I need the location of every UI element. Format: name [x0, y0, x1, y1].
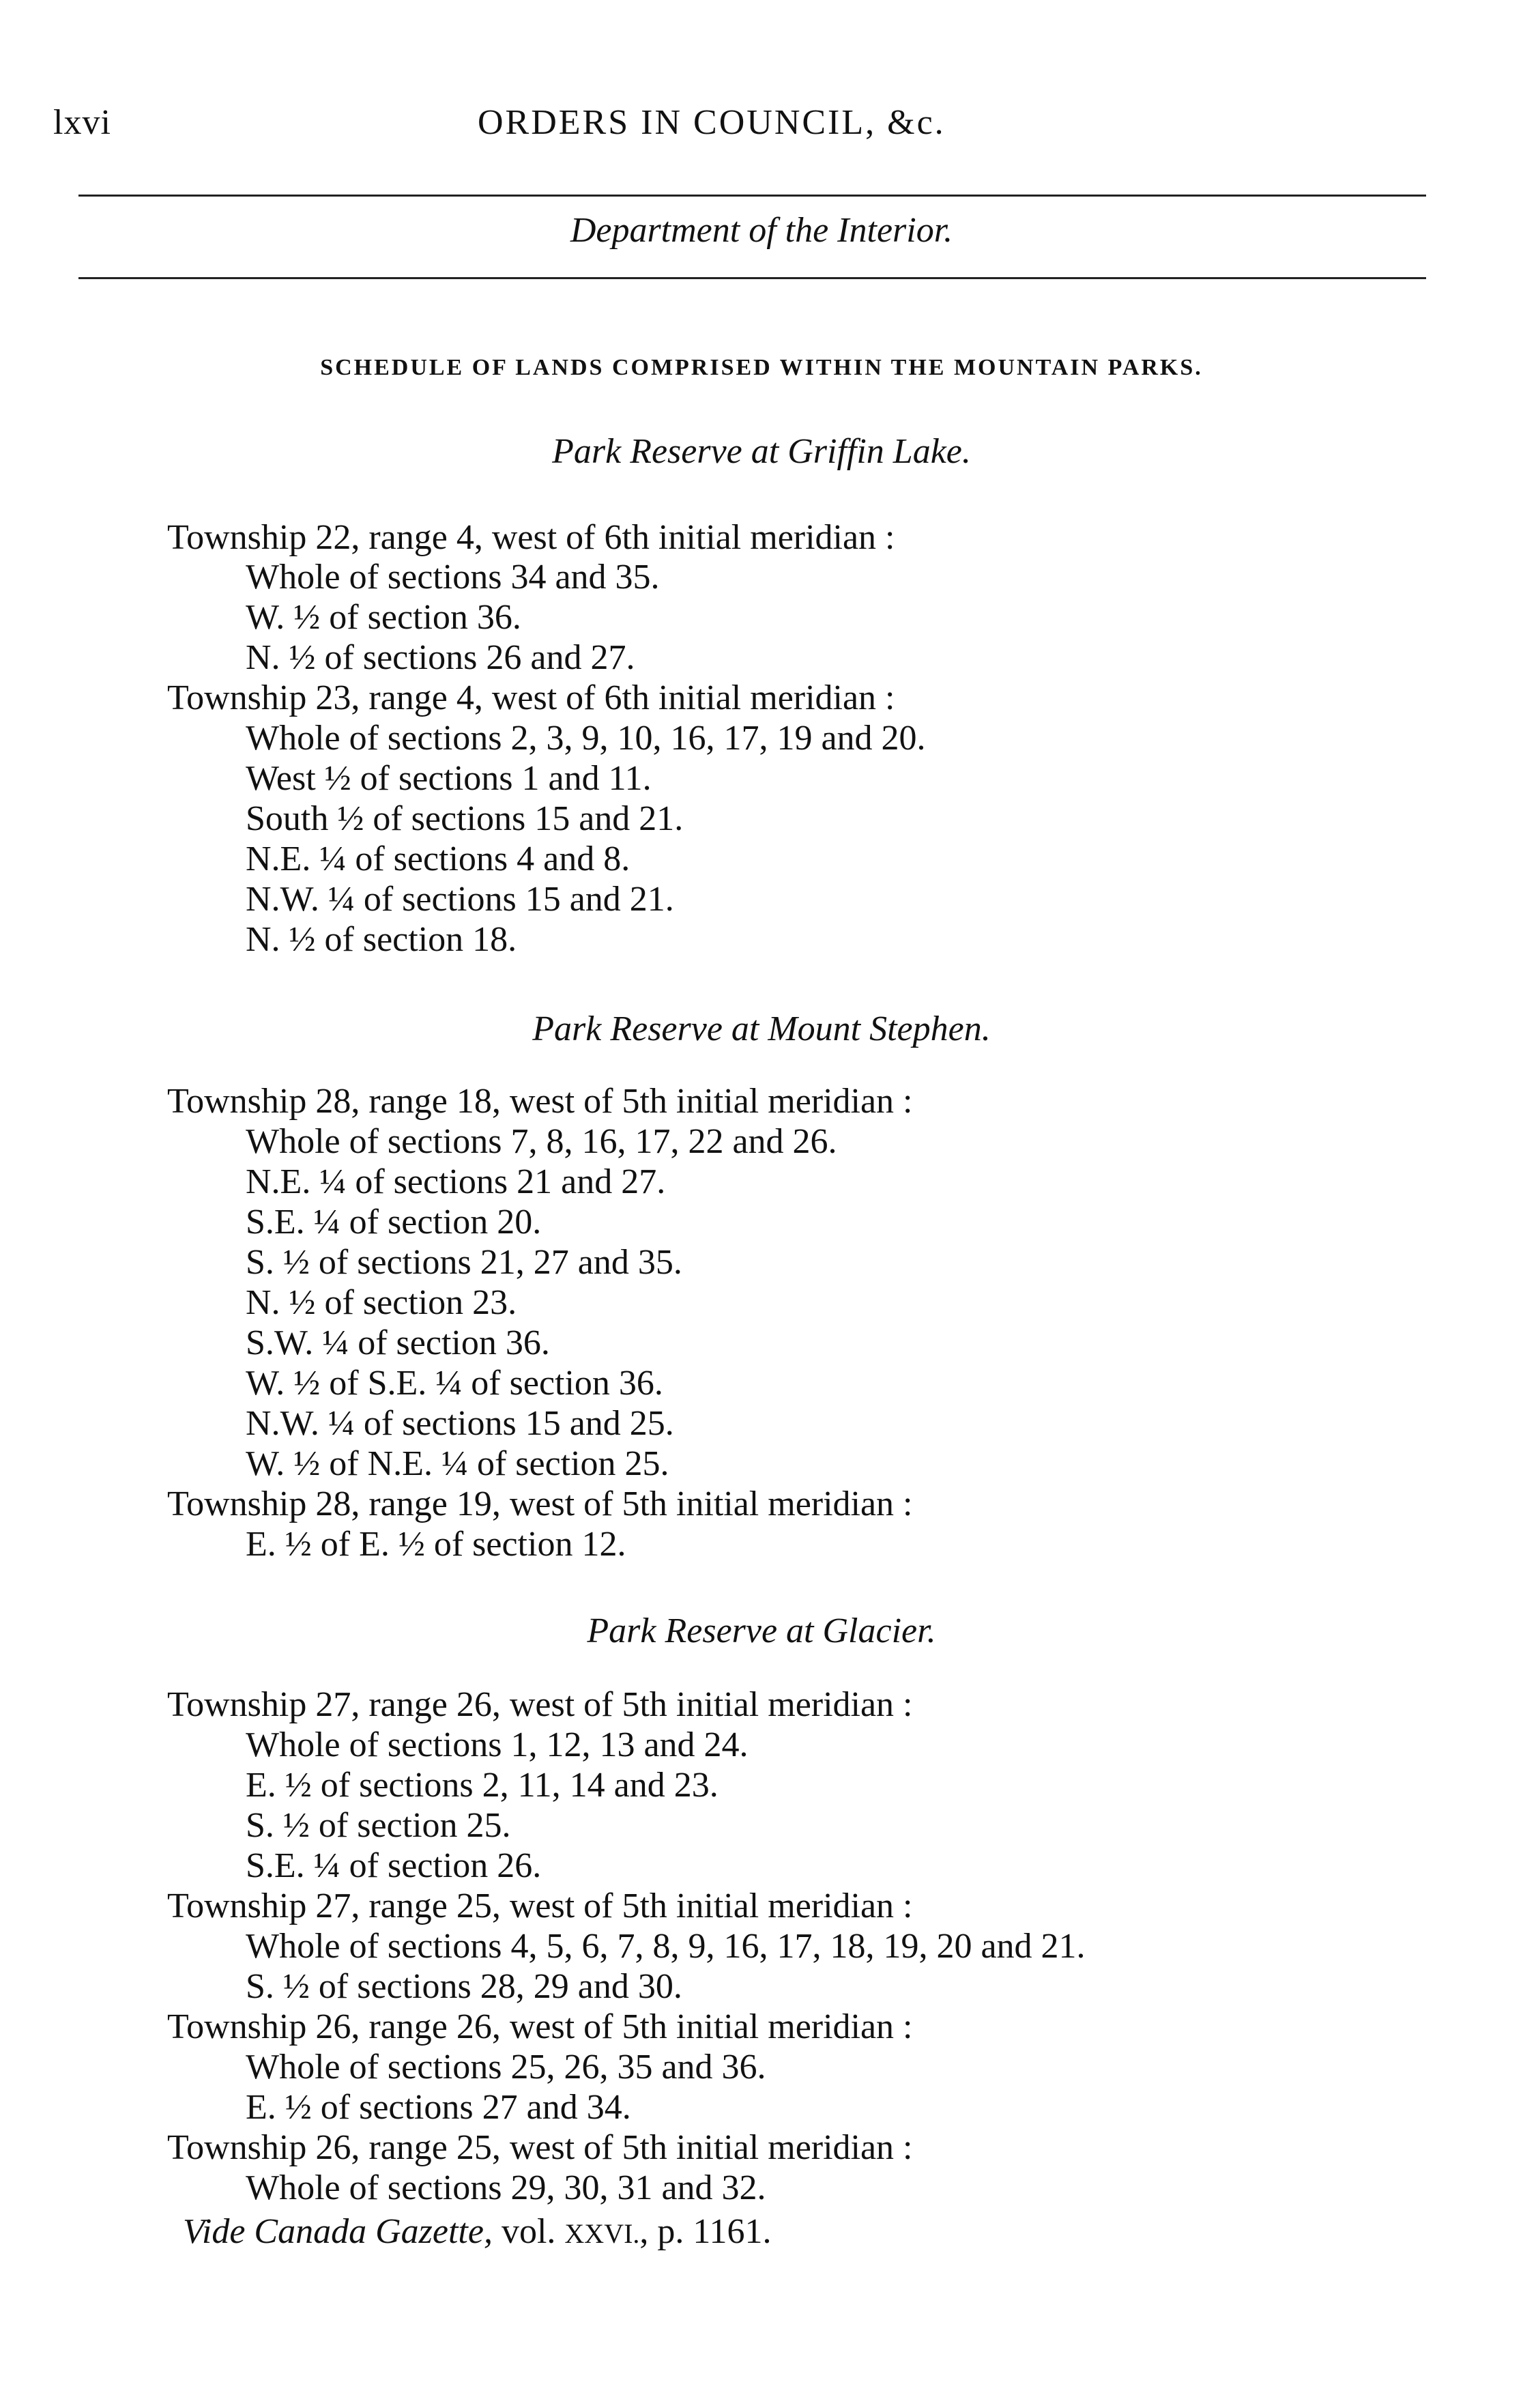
- section-item: W. ½ of section 36.: [246, 598, 521, 637]
- section-item: E. ½ of E. ½ of section 12.: [246, 1525, 626, 1564]
- top-rule: [78, 195, 1426, 197]
- township-heading: Township 22, range 4, west of 6th initial meridian :: [167, 518, 895, 557]
- citation-page: , p. 1161.: [639, 2212, 772, 2251]
- section-item: Whole of sections 1, 12, 13 and 24.: [246, 1725, 749, 1764]
- section-item: N. ½ of sections 26 and 27.: [246, 638, 635, 677]
- township-heading: Township 28, range 18, west of 5th initial meridian :: [167, 1082, 913, 1121]
- section-item: Whole of sections 7, 8, 16, 17, 22 and 26.: [246, 1122, 837, 1161]
- section-item: Whole of sections 25, 26, 35 and 36.: [246, 2048, 766, 2087]
- section-item: E. ½ of sections 2, 11, 14 and 23.: [246, 1766, 719, 1805]
- citation-volume: XXVI.: [564, 2218, 640, 2249]
- reserve-title-griffin-lake: Park Reserve at Griffin Lake.: [552, 432, 971, 471]
- section-item: N.W. ¼ of sections 15 and 21.: [246, 880, 674, 919]
- gazette-citation: [183, 2211, 771, 2252]
- department-heading: Department of the Interior.: [570, 211, 953, 250]
- schedule-title: SCHEDULE OF LANDS COMPRISED WITHIN THE MOUNTAIN PARKS.: [320, 355, 1203, 380]
- township-heading: Township 27, range 26, west of 5th initial meridian :: [167, 1685, 913, 1724]
- citation-volume-label: vol.: [492, 2212, 565, 2251]
- page-folio: lxvi: [53, 103, 111, 142]
- citation-publication: Vide Canada Gazette,: [183, 2212, 493, 2251]
- section-item: South ½ of sections 15 and 21.: [246, 799, 684, 838]
- section-item: W. ½ of N.E. ¼ of section 25.: [246, 1444, 669, 1483]
- township-heading: Township 26, range 26, west of 5th initial meridian :: [167, 2007, 913, 2046]
- section-item: S. ½ of sections 28, 29 and 30.: [246, 1967, 682, 2006]
- section-item: S.W. ¼ of section 36.: [246, 1323, 550, 1362]
- bottom-rule: [78, 277, 1426, 279]
- section-item: S.E. ¼ of section 26.: [246, 1846, 542, 1885]
- township-heading: Township 27, range 25, west of 5th initial meridian :: [167, 1887, 913, 1925]
- section-item: N.E. ¼ of sections 4 and 8.: [246, 840, 630, 878]
- reserve-title-mount-stephen: Park Reserve at Mount Stephen.: [532, 1009, 991, 1048]
- section-item: West ½ of sections 1 and 11.: [246, 759, 652, 798]
- section-item: Whole of sections 34 and 35.: [246, 558, 660, 597]
- section-item: Whole of sections 4, 5, 6, 7, 8, 9, 16, 17, 18, 19, 20 and 21.: [246, 1927, 1086, 1966]
- reserve-title-glacier: Park Reserve at Glacier.: [587, 1611, 936, 1650]
- section-item: W. ½ of S.E. ¼ of section 36.: [246, 1364, 663, 1403]
- township-heading: Township 26, range 25, west of 5th initial meridian :: [167, 2128, 913, 2167]
- section-item: N.E. ¼ of sections 21 and 27.: [246, 1162, 666, 1201]
- section-item: S. ½ of section 25.: [246, 1806, 511, 1845]
- section-item: Whole of sections 29, 30, 31 and 32.: [246, 2168, 766, 2207]
- township-heading: Township 28, range 19, west of 5th initial meridian :: [167, 1485, 913, 1523]
- running-title: ORDERS IN COUNCIL, &c.: [478, 103, 946, 142]
- section-item: N. ½ of section 18.: [246, 920, 517, 959]
- section-item: S.E. ¼ of section 20.: [246, 1203, 542, 1242]
- page-header: [0, 102, 1523, 150]
- section-item: S. ½ of sections 21, 27 and 35.: [246, 1243, 682, 1282]
- section-item: N.W. ¼ of sections 15 and 25.: [246, 1404, 674, 1443]
- township-heading: Township 23, range 4, west of 6th initial meridian :: [167, 678, 895, 717]
- section-item: E. ½ of sections 27 and 34.: [246, 2088, 631, 2127]
- section-item: Whole of sections 2, 3, 9, 10, 16, 17, 19 and 20.: [246, 719, 926, 758]
- section-item: N. ½ of section 23.: [246, 1283, 517, 1322]
